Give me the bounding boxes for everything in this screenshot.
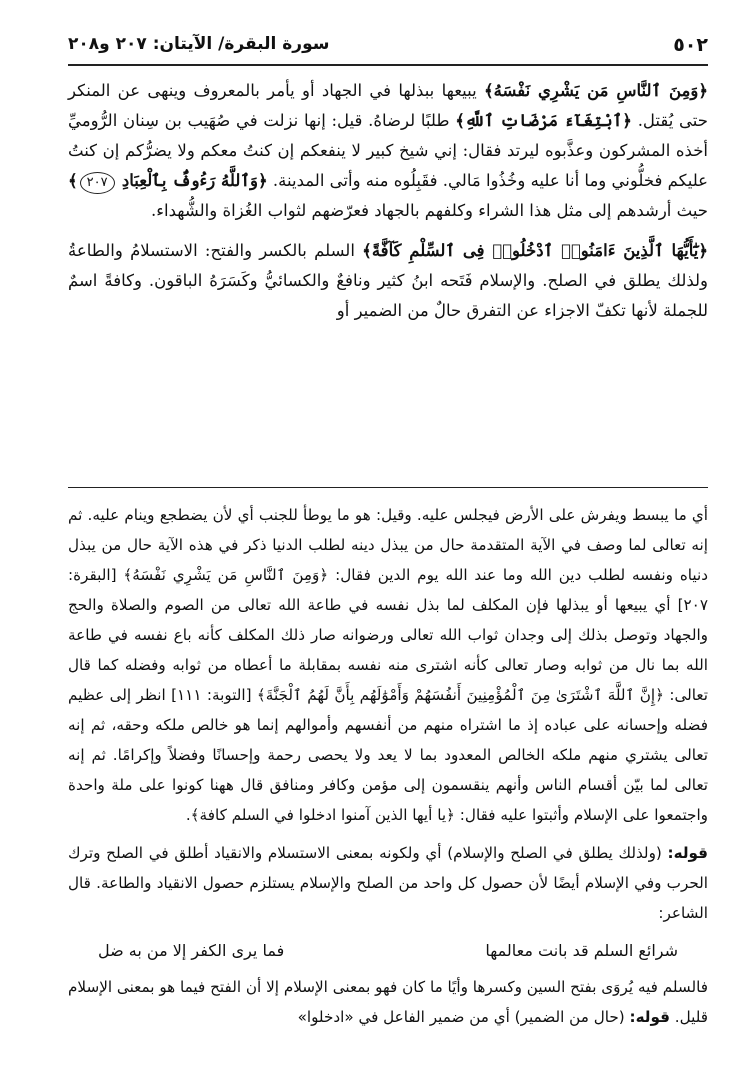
quoted-phrase: (حال من الضمير) bbox=[514, 1008, 630, 1026]
page-number: ٥٠٢ bbox=[673, 34, 708, 56]
footnote-text: أي ولكونه بمعنى الاستسلام والانقياد أطلق في الصلح وترك الحرب وفي الإسلام أيضًا لأن حصول كل واحد من الصلح والإسلام يستلزم حصول الانقياد والطاعة. قال الشاعر: bbox=[68, 844, 708, 922]
commentary-text: طلبًا لرضاهُ. قيل: إنها نزلت في صُهَيب بن سِنان الرُّوميِّ أخذه المشركون وعذَّبوه ليرتد فقال: إني شيخ كبير لا ينفعكم إن كنتُ معكم ولا يضرُّكم إن كنتُ عليكم فخلُّوني وما أنا عليه وخُذُوا مَالي. فقَبِلُوه منه وأتى المدينة. bbox=[68, 111, 709, 190]
commentary-text: السلم بالكسر والفتح: الاستسلامُ والطاعةُ ولذلك يطلق في الصلح. والإسلام فَتَحه ابنُ كثير ونافعٌ والكسائيُّ وكَسَرَهُ الباقون. وكافةً اسمٌ للجملة لأنها تكفّ الاجزاء عن التفرق حالٌ من الضمير أو bbox=[68, 241, 708, 320]
footnote-paragraph-1: أي ما يبسط ويفرش على الأرض فيجلس عليه. وقيل: هو ما يوطأ للجنب أي لأن يضطجع وينام عليه. ثم إنه تعالى لما وصف في الآية المتقدمة حال من يبذل دينه لطلب الدنيا ذكر في هذه الآية حال من يبذل دنياه ونفسه لطلب دين الله وما عند الله يوم الدين فقال: ﴿وَمِنَ ٱلنَّاسِ مَن يَشْرِي نَفْسَهُ﴾ [البقرة: ٢٠٧] أي يبيعها أو يبذلها فإن المكلف لما بذل نفسه في طاعة الله تعالى من الصوم والصلاة والحج والجهاد وتوصل بذلك إلى وجدان ثواب الله تعالى ورضوانه صار ذلك المكلف كأنه باع نفسه في طاعة الله بما نال من ثوابه وصار تعالى كأنه اشترى منه نفسه بمقابلة ما أعطاه من ثوابه وفضله كما قال تعالى: ﴿إِنَّ ٱللَّهَ ٱشْتَرَىٰ مِنَ ٱلْمُؤْمِنِينَ أَنفُسَهُمْ وَأَمْوَٰلَهُم بِأَنَّ لَهُمُ ٱلْجَنَّةَ﴾ [التوبة: ١١١] انظر إلى عظيم فضله وإحسانه على عباده إذ ما اشتراه منهم من أنفسهم وأموالهم إنما هو خالص ملكه وحقه، ثم إنه تعالى يشتري منهم ملكه الخالص المعدود بما لا يعد ولا يحصى رحمة وإحسانًا وفضلاً وإكرامًا. ثم إنه تعالى لما بيّن أقسام الناس وأنهم ينقسمون إلى مؤمن وكافر ومنافق قال ههنا كونوا على ملة واحدة واجتمعوا على الإسلام وأثبتوا عليه فقال: ﴿يا أيها الذين آمنوا ادخلوا في السلم كافة﴾. bbox=[68, 506, 708, 824]
commentary-paragraph-2 bbox=[68, 236, 708, 326]
footnote-separator bbox=[68, 487, 708, 488]
footnote-paragraph-3 bbox=[68, 972, 708, 1032]
commentary-text: حيث أرشدهم إلى مثل هذا الشراء وكلفهم بالجهاد فعرّضهم لثواب الغُزاة والشُّهداء. bbox=[151, 201, 708, 220]
main-commentary bbox=[68, 76, 708, 326]
footnote-paragraph-2 bbox=[68, 838, 708, 928]
footnotes bbox=[68, 500, 708, 1032]
poem-verse bbox=[98, 936, 678, 966]
poem-second-hemistich: فما يرى الكفر إلا من به ضل bbox=[98, 941, 285, 960]
footnote-text: فالسلم فيه يُروَى بفتح السين وكسرها وأيًا ما كان فهو بمعنى الإسلام إلا أن الفتح فيما هو بمعنى الإسلام قليل. bbox=[68, 978, 708, 1026]
poem-first-hemistich: شرائع السلم قد بانت معالمها bbox=[485, 941, 678, 960]
quran-verse: ﴿يَٰٓأَيُّهَا ٱلَّذِينَ ءَامَنُوا۟ ٱدْخُلُوا۟ فِى ٱلسِّلْمِ كَآفَّةً﴾ bbox=[362, 241, 709, 260]
qawluh-label: قوله: bbox=[667, 844, 708, 862]
quran-verse: ﴿وَٱللَّهُ رَءُوفٌۢ بِٱلْعِبَادِ bbox=[121, 171, 268, 190]
quran-verse: ﴿ٱبْتِغَآءَ مَرْضَاتِ ٱللَّهِ﴾ bbox=[455, 111, 632, 130]
verse-bracket: ﴾ bbox=[68, 171, 78, 190]
quoted-phrase: (ولذلك يطلق في الصلح والإسلام) bbox=[447, 844, 668, 862]
commentary-text: يبيعها ببذلها في الجهاد أو يأمر بالمعروف وينهى عن المنكر حتى يُقتل. bbox=[68, 81, 708, 130]
verse-number-badge: ٢٠٧ bbox=[80, 172, 115, 194]
header-rule bbox=[68, 64, 708, 66]
commentary-paragraph-1 bbox=[68, 76, 708, 226]
footnote-text: أي من ضمير الفاعل في «ادخلوا» bbox=[297, 1008, 515, 1026]
surah-title: سورة البقرة/ الآيتان: ٢٠٧ و٢٠٨ bbox=[68, 34, 330, 54]
quran-verse: ﴿وَمِنَ ٱلنَّاسِ مَن يَشْرِي نَفْسَهُ﴾ bbox=[484, 81, 708, 100]
qawluh-label: قوله: bbox=[629, 1008, 670, 1026]
page-header bbox=[68, 30, 708, 60]
